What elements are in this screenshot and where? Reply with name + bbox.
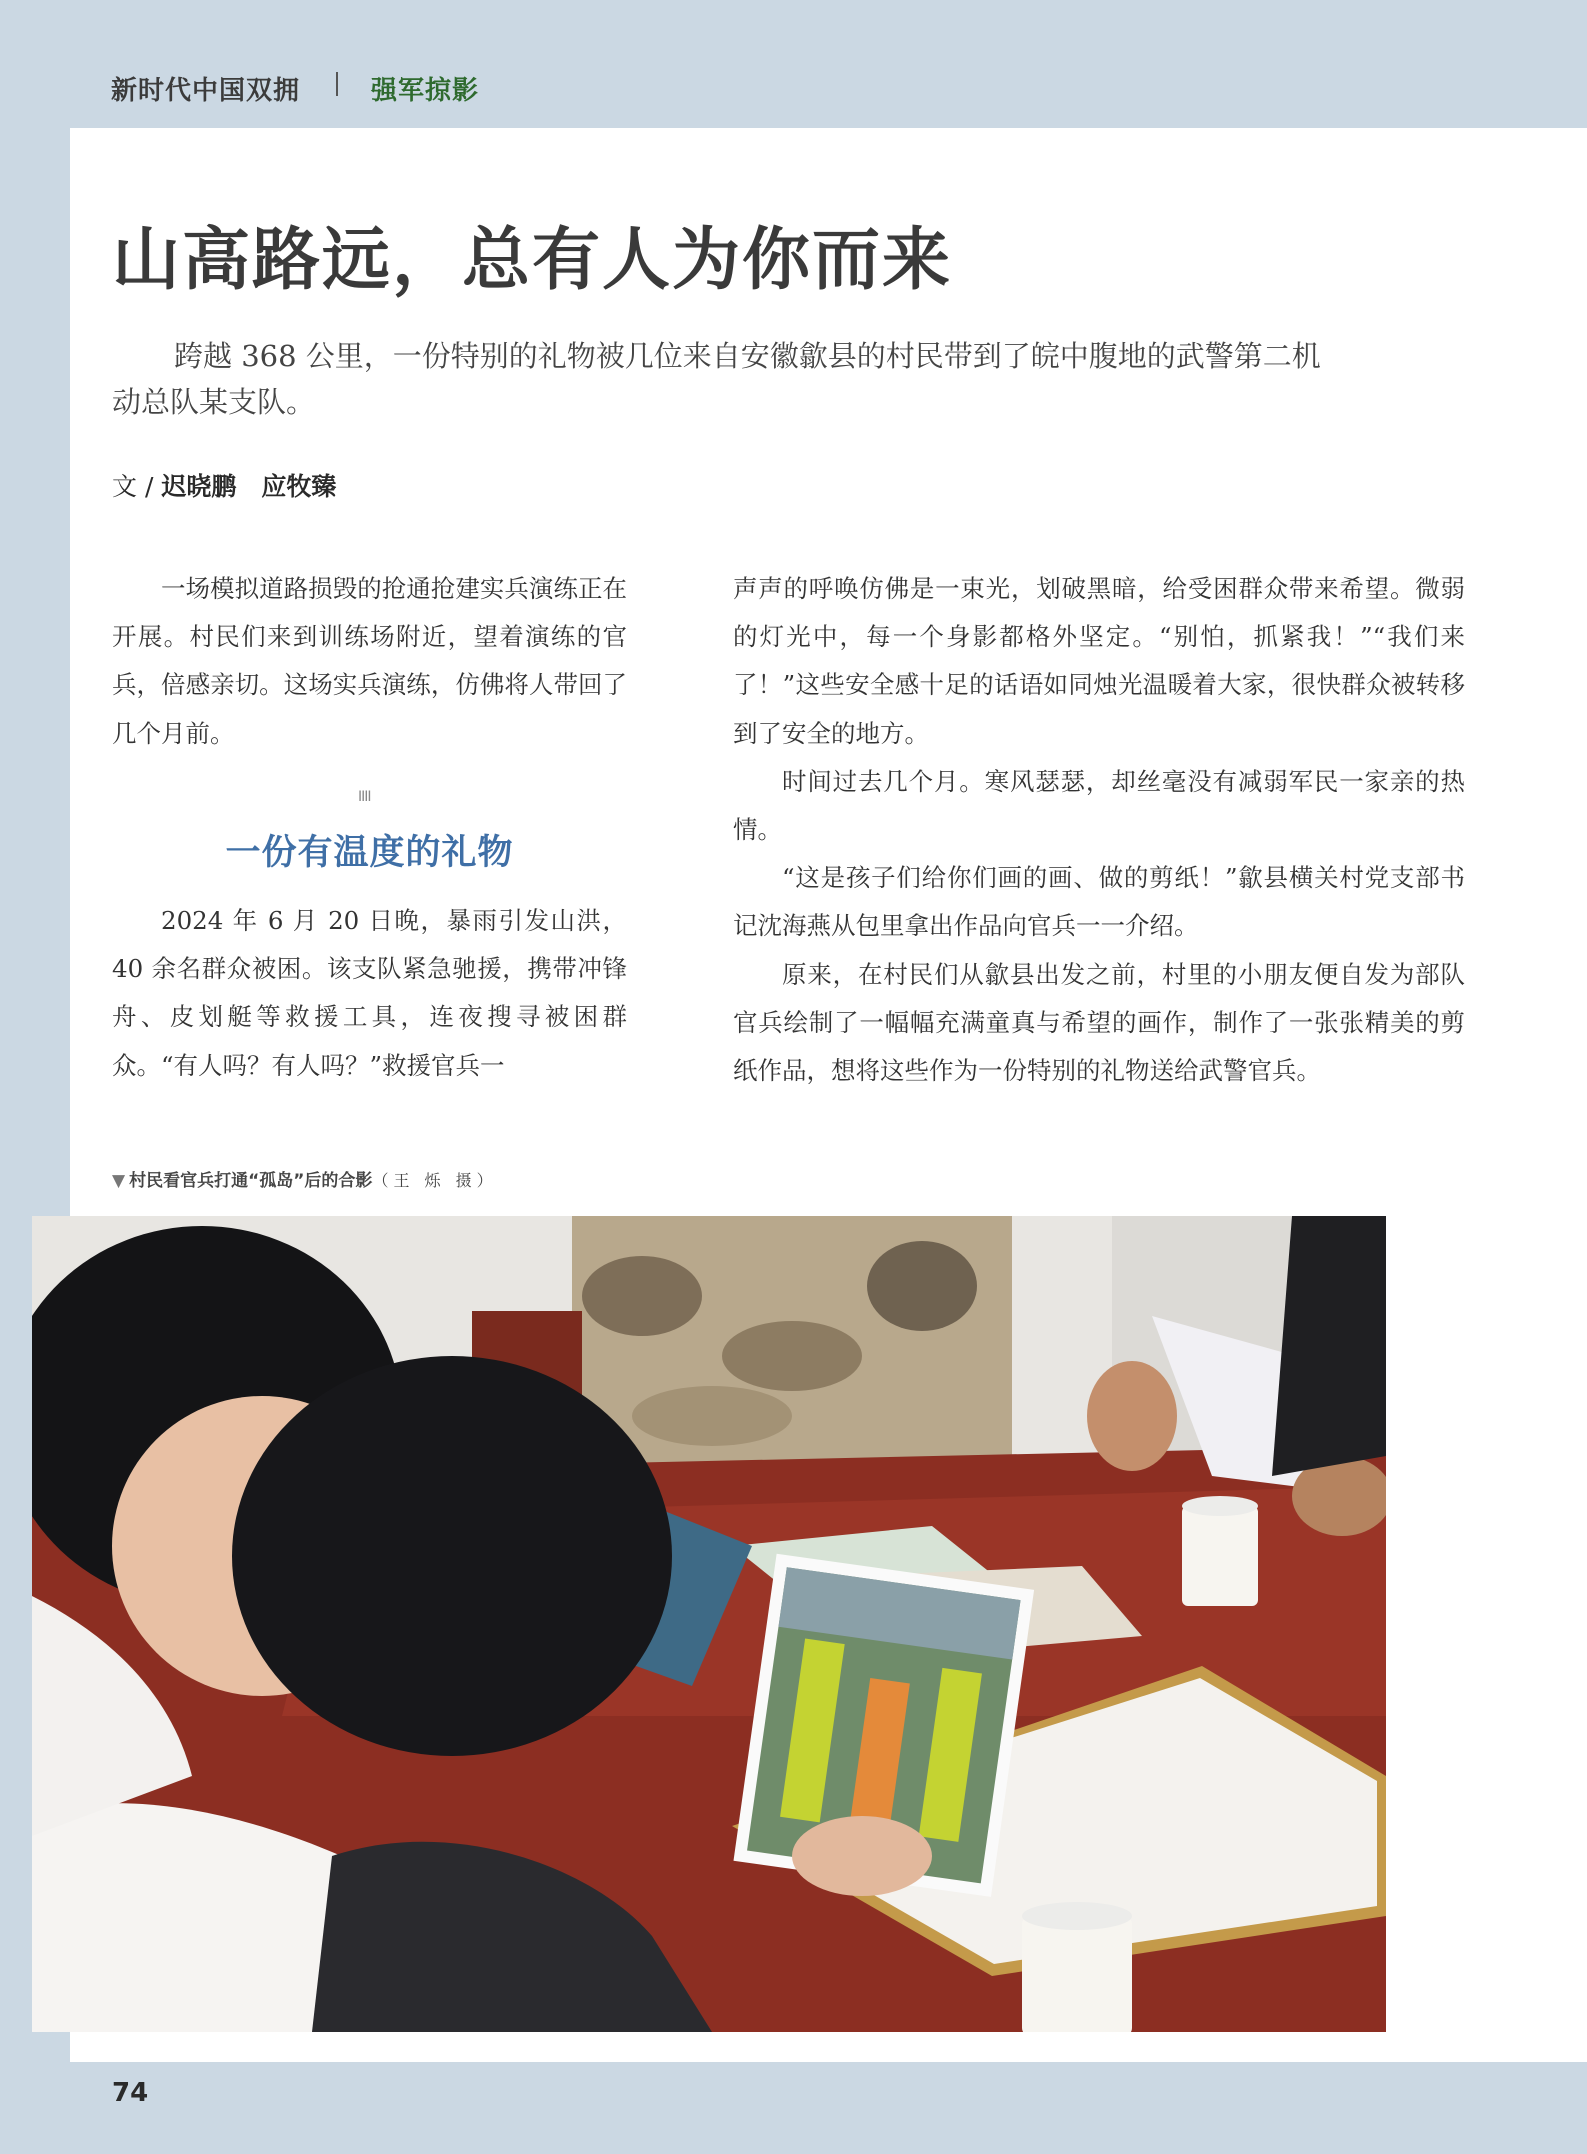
paragraph: 一场模拟道路损毁的抢通抢建实兵演练正在开展。村民们来到训练场附近，望着演练的官兵，倍感亲切。这场实兵演练，仿佛将人带回了几个月前。 [112, 574, 627, 748]
column-left-top [112, 565, 627, 758]
photo-credit: （王 烁 摄） [372, 1171, 498, 1190]
page-number: 74 [112, 2078, 149, 2108]
paragraph: 原来，在村民们从歙县出发之前，村里的小朋友便自发为部队官兵绘制了一幅幅充满童真与希望的画作，制作了一张张精美的剪纸作品，想将这些作为一份特别的礼物送给武警官兵。 [733, 959, 1465, 1086]
page-header [0, 0, 1587, 128]
article-photo [32, 1216, 1386, 2032]
article-lead: 跨越 368 公里，一份特别的礼物被几位来自安徽歙县的村民带到了皖中腹地的武警第二机动总队某支队。 [112, 339, 1321, 419]
byline-label: 文 / [112, 472, 162, 501]
paragraph: 声声的呼唤仿佛是一束光，划破黑暗，给受困群众带来希望。微弱的灯光中，每一个身影都格外坚定。“别怕，抓紧我！”“我们来了！”这些安全感十足的话语如同烛光温暖着大家，很快群众被转移到了安全的地方。 [733, 574, 1465, 748]
byline-authors: 迟晓鹏 应牧臻 [161, 472, 337, 501]
column-left-bottom [112, 897, 627, 1090]
section-name: 新时代中国双拥 [111, 76, 301, 106]
column-right [733, 565, 1465, 1095]
caption-marker-icon: ▼ [112, 1171, 126, 1191]
photo-illustration [32, 1216, 1386, 2032]
subhead-ornament: IIII [358, 789, 371, 805]
paragraph: 时间过去几个月。寒风瑟瑟，却丝毫没有减弱军民一家亲的热情。 [733, 766, 1465, 845]
article-title: 山高路远，总有人为你而来 [112, 221, 953, 300]
subsection-name: 强军掠影 [371, 76, 480, 106]
subheading: 一份有温度的礼物 [225, 833, 514, 873]
paragraph: “这是孩子们给你们画的画、做的剪纸！”歙县横关村党支部书记沈海燕从包里拿出作品向官兵一一介绍。 [733, 863, 1465, 941]
caption-text: 村民看官兵打通“孤岛”后的合影 [129, 1171, 373, 1191]
header-divider [336, 72, 338, 96]
photo-caption [112, 1166, 498, 1191]
byline [112, 467, 336, 503]
paragraph: 2024 年 6 月 20 日晚，暴雨引发山洪，40 余名群众被困。该支队紧急驰援，携带冲锋舟、皮划艇等救援工具，连夜搜寻被困群众。“有人吗？有人吗？”救援官兵一 [112, 906, 627, 1080]
